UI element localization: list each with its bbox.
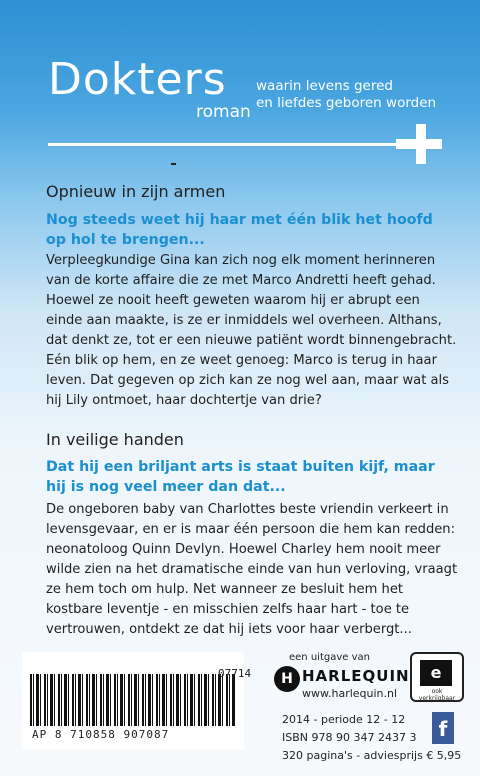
logo [48, 54, 251, 122]
tagline-line-2: en liefdes geboren worden [256, 95, 437, 111]
publisher-name [302, 667, 419, 685]
story-2-title: In veilige handen [46, 430, 184, 449]
story-1-lede: Nog steeds weet hij haar met één blik het hoofd op hol te brengen... [46, 212, 433, 248]
harlequin-logo-icon: H [274, 666, 300, 692]
barcode-number: AP 8 710858 907087 [32, 728, 170, 741]
facebook-icon: f [432, 712, 454, 744]
publisher-url: www.harlequin.nl [302, 687, 398, 700]
story-1-body: Verpleegkundige Gina kan zich nog elk moment herinneren van de korte affaire die ze met Marco Andretti heeft gehad. Hoewel ze nooit heeft geweten waarom hij er abrupt een einde aan maakte, is ze er inmiddels wel overheen. Althans, dat denkt ze, tot er een nieuwe patiënt wordt binnengebracht. Eén blik op hem, en ze weet genoeg: Marco is terug in haar leven. Dat gegeven op zich kan ze nog wel aan, maar wat als hij Lily ontmoet, haar dochtertje van drie? [46, 253, 457, 408]
isbn-line: ISBN 978 90 347 2437 3 [282, 731, 417, 744]
publisher-label: een uitgave van [289, 652, 370, 663]
pages-price-line: 320 pagina's - adviesprijs € 5,95 [282, 749, 462, 762]
ebook-badge [410, 652, 464, 702]
story-1-title: Opnieuw in zijn armen [46, 182, 226, 201]
tagline-line-1: waarin levens gered [256, 78, 393, 94]
barcode-addon-number: 07714 [218, 667, 252, 680]
ebook-label: ook verkrijgbaar [418, 688, 456, 702]
logo-subtitle: roman [196, 102, 251, 122]
divider-mark [171, 163, 176, 165]
tagline [256, 78, 436, 112]
story-2-body: De ongeboren baby van Charlottes beste vriendin verkeert in levensgevaar, en er is maar één persoon die hem kan redden: neonatoloog Quinn Devlyn. Hoewel Charley hem nooit meer wilde zien na het dramatische einde van hun verloving, vraagt ze hem toch om hulp. Net wanneer ze besluit hem het kostbare leventje - en misschien zelfs haar hart - toe te vertrouwen, ontdekt ze dat hij iets voor haar verbergt... [46, 502, 458, 637]
logo-wordmark: Dokters [48, 54, 227, 105]
ebook-icon: e [420, 660, 452, 686]
barcode-bars [30, 674, 236, 726]
publisher-name-text: HARLEQUIN [302, 667, 410, 685]
story-2-lede: Dat hij een briljant arts is staat buiten kijf, maar hij is nog veel meer dan dat... [46, 459, 435, 495]
period-line: 2014 - periode 12 - 12 [282, 713, 406, 726]
header-divider [48, 143, 416, 146]
medical-cross-icon-bar [396, 139, 442, 149]
